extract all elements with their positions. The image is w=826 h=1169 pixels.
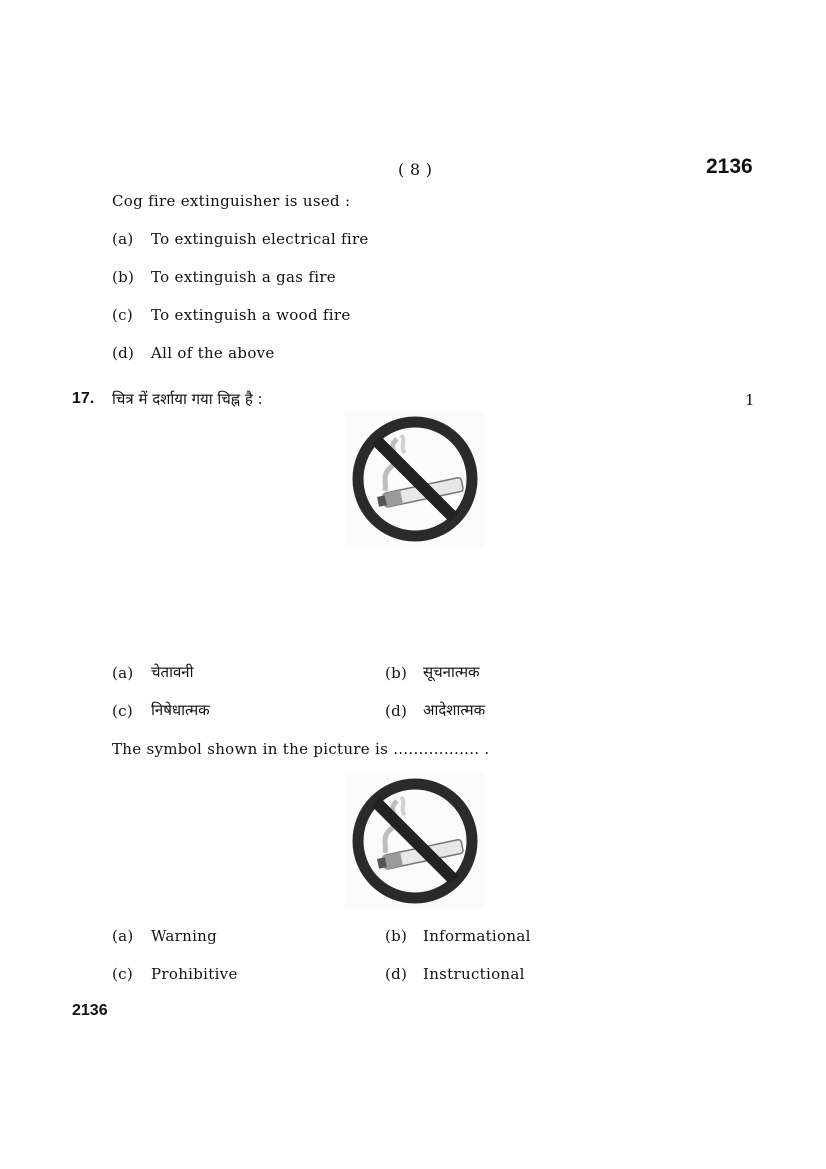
- q17-hindi-option-d-text: आदेशात्मक: [423, 701, 486, 719]
- q17-hindi-option-d-label: (d): [385, 702, 408, 720]
- q17-english-option-d-text: Instructional: [423, 965, 525, 983]
- q17-number: 17.: [72, 390, 95, 407]
- q17-english-option-a-label: (a): [112, 927, 134, 945]
- q16-option-a-text: To extinguish electrical fire: [151, 230, 369, 248]
- q17-english-option-c-text: Prohibitive: [151, 965, 238, 983]
- q17-hindi-option-b-text: सूचनात्मक: [423, 663, 480, 681]
- q17-hindi-option-c-text: निषेधात्मक: [151, 701, 210, 719]
- q17-question-hindi: चित्र में दर्शाया गया चिह्न है :: [112, 390, 263, 408]
- q17-question-english: The symbol shown in the picture is ................. .: [112, 740, 490, 758]
- q16-option-c-label: (c): [112, 306, 134, 324]
- q16-question: Cog fire extinguisher is used :: [112, 192, 351, 210]
- no-smoking-sign-icon: [345, 773, 485, 909]
- page-number: ( 8 ): [398, 160, 433, 179]
- q16-option-c-text: To extinguish a wood fire: [151, 306, 351, 324]
- paper-code-header: 2136: [706, 155, 753, 178]
- q17-english-option-d-label: (d): [385, 965, 408, 983]
- q16-option-b-label: (b): [112, 268, 135, 286]
- q16-option-b-text: To extinguish a gas fire: [151, 268, 336, 286]
- paper-code-footer: 2136: [72, 1002, 108, 1019]
- q16-option-d-label: (d): [112, 344, 135, 362]
- q17-english-option-a-text: Warning: [151, 927, 218, 945]
- q17-hindi-option-b-label: (b): [385, 664, 408, 682]
- no-smoking-sign-icon: [345, 411, 485, 547]
- q17-english-option-b-text: Informational: [423, 927, 531, 945]
- q17-english-option-b-label: (b): [385, 927, 408, 945]
- q17-english-option-c-label: (c): [112, 965, 134, 983]
- q16-option-a-label: (a): [112, 230, 134, 248]
- q16-option-d-text: All of the above: [151, 344, 275, 362]
- q17-hindi-option-a-text: चेतावनी: [151, 663, 194, 681]
- q17-hindi-option-a-label: (a): [112, 664, 134, 682]
- q17-marks: 1: [745, 391, 755, 409]
- q17-hindi-option-c-label: (c): [112, 702, 134, 720]
